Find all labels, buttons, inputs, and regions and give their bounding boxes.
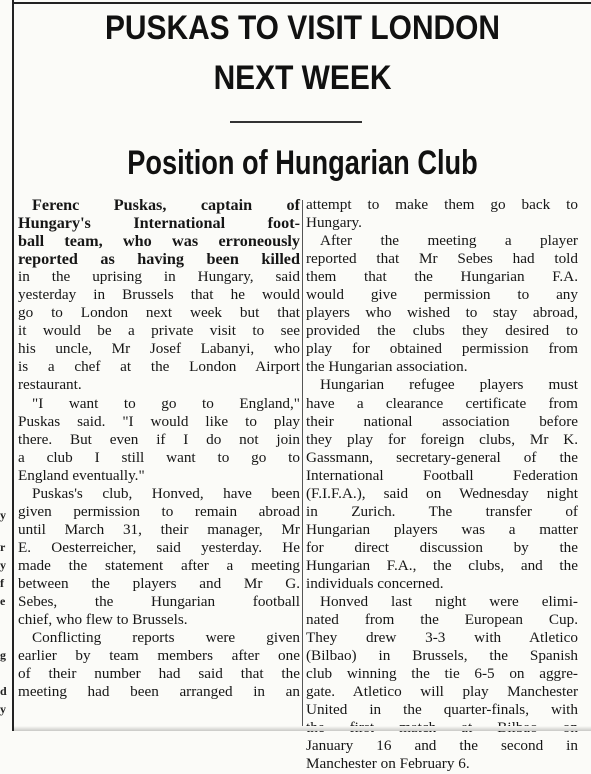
headline-divider	[230, 121, 362, 123]
paragraph	[18, 629, 300, 701]
text-line: E. Oesterreicher, said yesterday. He	[18, 538, 300, 556]
text-line: Hungarian refugee players must	[320, 376, 578, 394]
paragraph	[306, 376, 578, 593]
text-line: ball team, who was erroneously	[18, 232, 300, 251]
text-line: nated from the European Cup.	[306, 611, 578, 629]
strip-fragment: d	[0, 684, 7, 698]
text-line: made the statement after a meeting	[18, 556, 300, 574]
text-line: for direct discussion by the	[306, 538, 578, 556]
text-line: International Football Federation	[306, 466, 578, 484]
text-line: his uncle, Mr Josef Labanyi, who	[18, 340, 300, 358]
paragraph	[18, 395, 300, 485]
text-line: January 16 and the second in	[306, 737, 578, 755]
text-line: They drew 3-3 with Atletico	[306, 629, 578, 647]
paragraph	[306, 196, 578, 232]
text-line: Manchester on February 6.	[306, 755, 470, 773]
text-line: it would be a private visit to see	[18, 322, 300, 340]
text-line: club winning the tie 6-5 on aggre-	[306, 665, 578, 683]
text-line: England eventually."	[18, 466, 145, 484]
clipping-bottom-edge	[14, 726, 591, 731]
text-line: (Bilbao) in Brussels, the Spanish	[306, 647, 578, 665]
text-line: chief, who flew to Brussels.	[18, 611, 188, 629]
text-line: would give permission to any	[306, 286, 578, 304]
text-line: the Hungarian association.	[306, 358, 468, 376]
headline-line-1: PUSKAS TO VISIT LONDON	[104, 9, 501, 47]
top-rule	[14, 2, 591, 4]
strip-fragment: r	[0, 540, 6, 554]
strip-fragment: e	[0, 594, 6, 608]
text-line: until March 31, their manager, Mr	[18, 520, 300, 538]
text-line: Sebes, the Hungarian football	[18, 593, 300, 611]
text-line: Puskas said. "I would like to play	[18, 412, 300, 430]
text-line: between the players and Mr G.	[18, 574, 300, 592]
text-line: Hungarian F.A., the clubs, and the	[306, 556, 578, 574]
text-line: they play for foreign clubs, Mr K.	[306, 430, 578, 448]
text-line: gate. Atletico will play Manchester	[306, 683, 578, 701]
text-line: reported as having been killed	[18, 250, 300, 269]
text-line: a club I still want to go to	[18, 448, 300, 466]
text-line: Hungarian players was a matter	[306, 520, 578, 538]
paragraph	[306, 593, 578, 773]
text-line: Gassmann, secretary-general of the	[306, 448, 578, 466]
text-line: restaurant.	[18, 376, 82, 394]
text-line: their national association before	[306, 412, 578, 430]
right-column	[306, 196, 578, 774]
text-line: is a chef at the London Airport	[18, 358, 300, 376]
subheadline: Position of Hungarian Club	[127, 144, 478, 182]
text-line: in Zurich. The transfer of	[306, 502, 578, 520]
text-line: Hungary's International foot-	[18, 214, 300, 233]
text-line: Ferenc Puskas, captain of	[32, 196, 300, 214]
lead-paragraph	[18, 196, 300, 268]
text-line: meeting had been arranged in an	[18, 683, 300, 701]
strip-fragment: g	[0, 648, 6, 662]
text-line: players who wished to stay abroad,	[306, 304, 578, 322]
text-line: Hungary.	[306, 214, 362, 232]
adjacent-column-strip	[0, 0, 14, 731]
column-divider	[302, 200, 303, 731]
text-line: provided the clubs they desired to	[306, 322, 578, 340]
text-line: in the uprising in Hungary, said	[18, 268, 300, 286]
text-line: individuals concerned.	[306, 574, 444, 592]
text-line: Conflicting reports were given	[32, 629, 300, 647]
paragraph	[18, 268, 300, 394]
strip-fragment: y	[0, 558, 6, 572]
text-line: of their number had said that the	[18, 665, 300, 683]
strip-fragment: f	[0, 576, 4, 590]
text-line: there. But even if I do not join	[18, 430, 300, 448]
strip-fragment: y	[0, 508, 6, 522]
text-line: attempt to make them go back to	[306, 196, 578, 213]
text-line: given permission to remain abroad	[18, 502, 300, 520]
text-line: Honved last night were elimi-	[320, 593, 578, 611]
text-line: After the meeting a player	[320, 232, 578, 250]
paragraph	[18, 485, 300, 629]
text-line: play for obtained permission from	[306, 340, 578, 358]
text-line: them that the Hungarian F.A.	[306, 268, 578, 286]
paragraph	[306, 232, 578, 376]
text-line: Puskas's club, Honved, have been	[32, 484, 300, 502]
headline-line-2: NEXT WEEK	[213, 59, 392, 97]
text-line: earlier by team members after one	[18, 647, 300, 665]
text-line: go to London next week but that	[18, 304, 300, 322]
text-line: reported that Mr Sebes had told	[306, 250, 578, 268]
strip-fragment: y	[0, 702, 6, 716]
text-line: yesterday in Brussels that he would	[18, 286, 300, 304]
text-line: United in the quarter-finals, with	[306, 701, 578, 719]
text-line: "I want to go to England,"	[32, 394, 300, 412]
text-line: have a clearance certificate from	[306, 394, 578, 412]
text-line: (F.I.F.A.), said on Wednesday night	[306, 484, 578, 502]
left-column	[18, 196, 300, 701]
